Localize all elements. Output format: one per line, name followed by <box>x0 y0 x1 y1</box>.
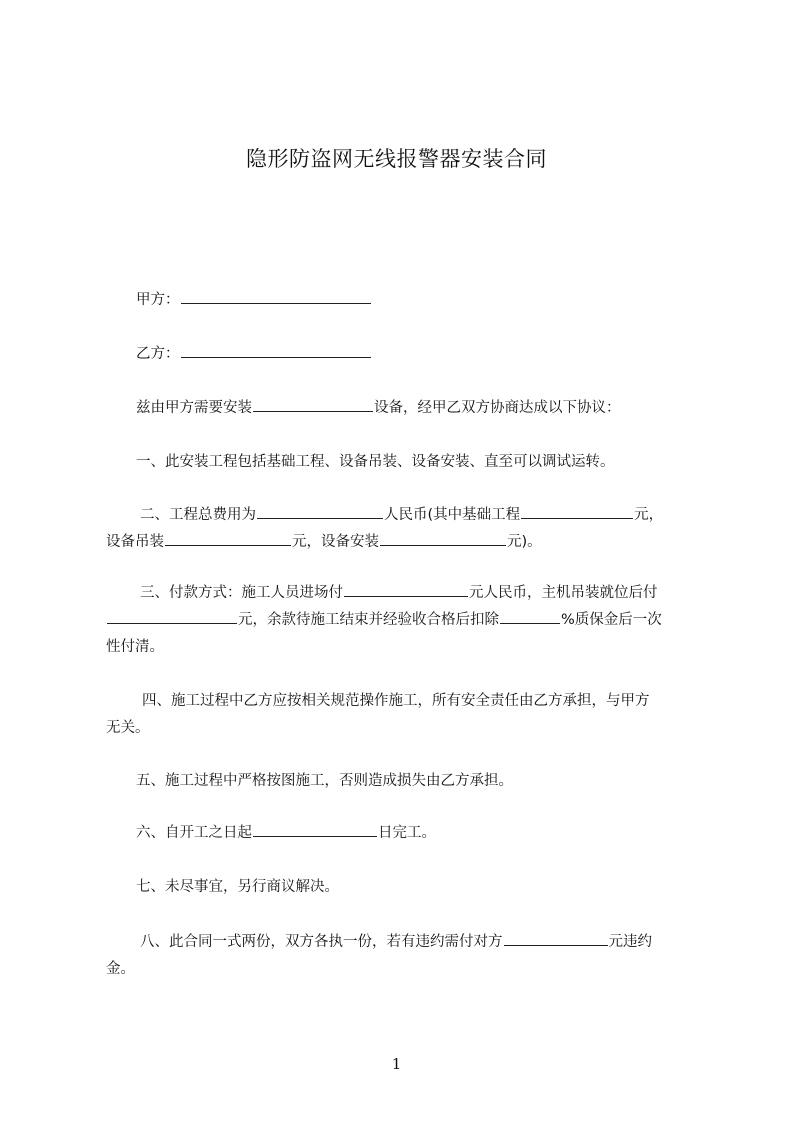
clause-2-line-1 <box>140 502 740 529</box>
clause-3-text-d: %质保金后一次 <box>561 612 662 628</box>
clause-3-text-c: 元，余款待施工结束并经验收合格后扣除 <box>238 612 499 628</box>
clause-3-line-3: 性付清。 <box>106 639 164 655</box>
equipment-blank <box>253 396 373 412</box>
clause-2-text-c: 元， <box>634 507 664 523</box>
intro-line <box>136 395 736 422</box>
party-a-blank <box>181 288 371 304</box>
clause-8-line-2: 金。 <box>106 961 135 977</box>
clause-2-text-a: 二、工程总费用为 <box>140 507 256 523</box>
party-b-line <box>136 341 736 368</box>
clause-3-text-a: 三、付款方式：施工人员进场付 <box>140 585 343 601</box>
installation-fee-blank <box>380 530 506 546</box>
clause-5: 五、施工过程中严格按图施工，否则造成损失由乙方承担。 <box>136 773 513 789</box>
clause-8-text-b: 元违约 <box>608 934 652 950</box>
clause-3-text-b: 元人民币，主机吊装就位后付 <box>469 585 658 601</box>
clause-2-text-e: 元，设备安装 <box>292 534 379 550</box>
completion-days-blank <box>253 821 377 837</box>
entry-payment-blank <box>344 581 468 597</box>
clause-6-text-a: 六、自开工之日起 <box>136 825 252 841</box>
clause-7: 七、未尽事宜，另行商议解决。 <box>136 879 339 895</box>
hoisting-fee-blank <box>165 530 291 546</box>
clause-4-line-2: 无关。 <box>106 720 150 736</box>
intro-text-b: 设备，经甲乙双方协商达成以下协议： <box>374 400 621 416</box>
party-b-label: 乙方： <box>136 346 180 362</box>
clause-2-line-2 <box>106 529 706 556</box>
penalty-amount-blank <box>504 930 608 946</box>
clause-2-text-f: 元)。 <box>507 534 542 550</box>
clause-3-line-1 <box>140 580 740 607</box>
retention-percent-blank <box>500 608 560 624</box>
clause-3-line-2 <box>106 607 706 634</box>
hoisting-payment-blank <box>107 608 237 624</box>
party-b-blank <box>181 342 371 358</box>
foundation-fee-blank <box>521 503 633 519</box>
page-number: 1 <box>391 1055 402 1073</box>
party-a-label: 甲方： <box>136 292 180 308</box>
total-fee-blank <box>257 503 383 519</box>
party-a-line <box>136 287 736 314</box>
clause-4-line-1: 四、施工过程中乙方应按相关规范操作施工，所有安全责任由乙方承担，与甲方 <box>142 693 650 709</box>
clause-8-text-a: 八、此合同一式两份，双方各执一份，若有违约需付对方 <box>140 934 503 950</box>
document-title: 隐形防盗网无线报警器安装合同 <box>246 147 547 171</box>
intro-text-a: 兹由甲方需要安装 <box>136 400 252 416</box>
clause-1: 一、此安装工程包括基础工程、设备吊装、设备安装、直至可以调试运转。 <box>136 454 615 470</box>
clause-6 <box>136 820 736 847</box>
clause-2-text-d: 设备吊装 <box>106 534 164 550</box>
clause-2-text-b: 人民币(其中基础工程 <box>384 507 521 523</box>
clause-8-line-1 <box>140 929 740 956</box>
clause-6-text-b: 日完工。 <box>378 825 436 841</box>
